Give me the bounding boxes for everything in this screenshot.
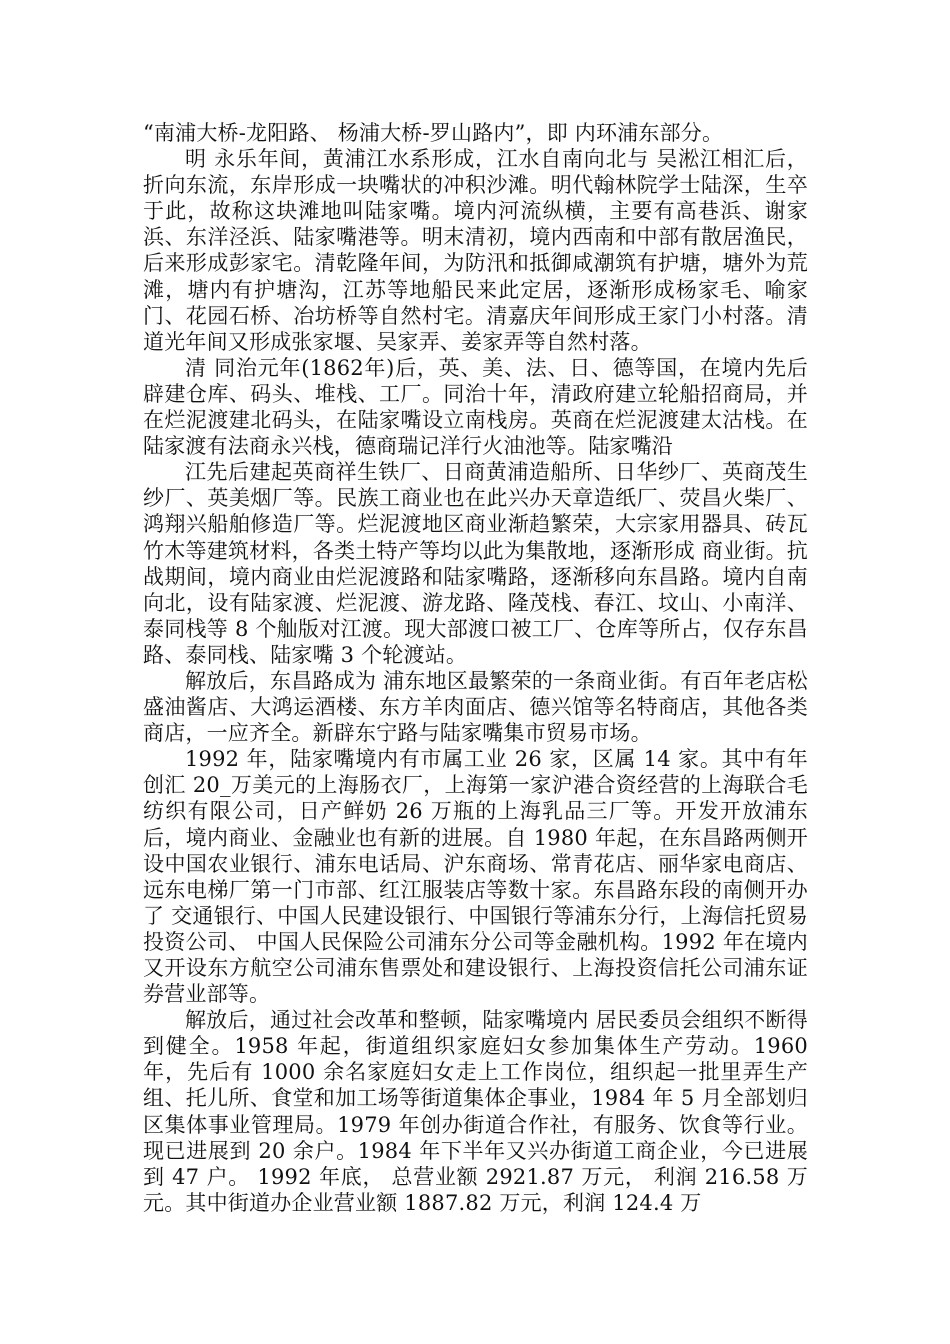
paragraph-resident-committees: 解放后，通过社会改革和整顿，陆家嘴境内 居民委员会组织不断得到健全。1958 年起，街道组织家庭妇女参加集体生产劳动。1960 年，先后有 1000 余名家庭妇女走上工作岗位，组织起一批里弄生产组、托儿所、食堂和加工场等街道集体企事业，1984 年 5 月全部划归区集体事业管理局。1979 年创办街道合作社，有服务、饮食等行业。现已进展到 20 余户。1984 年下半年又兴办街道工商企业，今已进展到 47 户。 1992 年底， 总营业额 2921.87 万元， 利润 216.58 万元。其中街道办企业营业额 1887.82 万元，利润 124.4 万	[143, 1008, 808, 1215]
paragraph-dongchang-road: 解放后，东昌路成为 浦东地区最繁荣的一条商业街。有百年老店松盛油酱店、大鸿运酒楼、东方羊肉面店、德兴馆等名特商店，其他各类商店，一应齐全。新辟东宁路与陆家嘴集市贸易市场。	[143, 668, 808, 746]
paragraph-qing-tongzhi: 清 同治元年(1862年)后，英、美、法、日、德等国，在境内先后辟建仓库、码头、堆栈、工厂。同治十年，清政府建立轮船招商局，并在烂泥渡建北码头，在陆家嘴设立南栈房。英商在烂泥渡建太沽栈。在陆家渡有法商永兴栈，德商瑞记洋行火油池等。陆家嘴沿	[143, 355, 808, 459]
paragraph-1992-economy: 1992 年，陆家嘴境内有市属工业 26 家，区属 14 家。其中有年创汇 20_万美元的上海肠衣厂，上海第一家沪港合资经营的上海联合毛纺织有限公司，日产鲜奶 26 万瓶的上海乳品三厂等。开发开放浦东后，境内商业、金融业也有新的进展。自 1980 年起，在东昌路两侧开设中国农业银行、浦东电话局、沪东商场、常青花店、丽华家电商店、 远东电梯厂第一门市部、红江服装店等数十家。东昌路东段的南侧开办了 交通银行、中国人民建设银行、中国银行等浦东分行，上海信托贸易投资公司、 中国人民保险公司浦东分公司等金融机构。1992 年在境内又开设东方航空公司浦东售票处和建设银行、上海投资信托公司浦东证券营业部等。	[143, 747, 808, 1007]
paragraph-boundary: “南浦大桥-龙阳路、 杨浦大桥-罗山路内”，即 内环浦东部分。	[143, 121, 724, 145]
document-page	[143, 120, 808, 1216]
paragraph-industry: 江先后建起英商祥生铁厂、日商黄浦造船所、日华纱厂、英商茂生纱厂、英美烟厂等。民族工商业也在此兴办天章造纸厂、荧昌火柴厂、鸿翔兴船舶修造厂等。烂泥渡地区商业渐趋繁荣，大宗家用器具、砖瓦竹木等建筑材料，各类土特产等均以此为集散地，逐渐形成 商业街。抗战期间，境内商业由烂泥渡路和陆家嘴路，逐渐移向东昌路。境内自南向北，设有陆家渡、烂泥渡、游龙路、隆茂栈、春江、坟山、小南洋、泰同栈等 8 个舢版对江渡。现大部渡口被工厂、仓库等所占，仅存东昌路、泰同栈、陆家嘴 3 个轮渡站。	[143, 460, 808, 667]
paragraph-ming-history: 明 永乐年间，黄浦江水系形成，江水自南向北与 吴淞江相汇后，折向东流，东岸形成一块嘴状的冲积沙滩。明代翰林院学士陆深，生卒于此，故称这块滩地叫陆家嘴。境内河流纵横，主要有高巷浜、谢家浜、东洋泾浜、陆家嘴港等。明末清初，境内西南和中部有散居渔民，后来形成彭家宅。清乾隆年间，为防汛和抵御咸潮筑有护塘，塘外为荒滩，塘内有护塘沟，江苏等地船民来此定居，逐渐形成杨家毛、喻家门、花园石桥、冶坊桥等自然村宅。清嘉庆年间形成王家门小村落。清道光年间又形成张家堰、吴家弄、姜家弄等自然村落。	[143, 147, 808, 354]
